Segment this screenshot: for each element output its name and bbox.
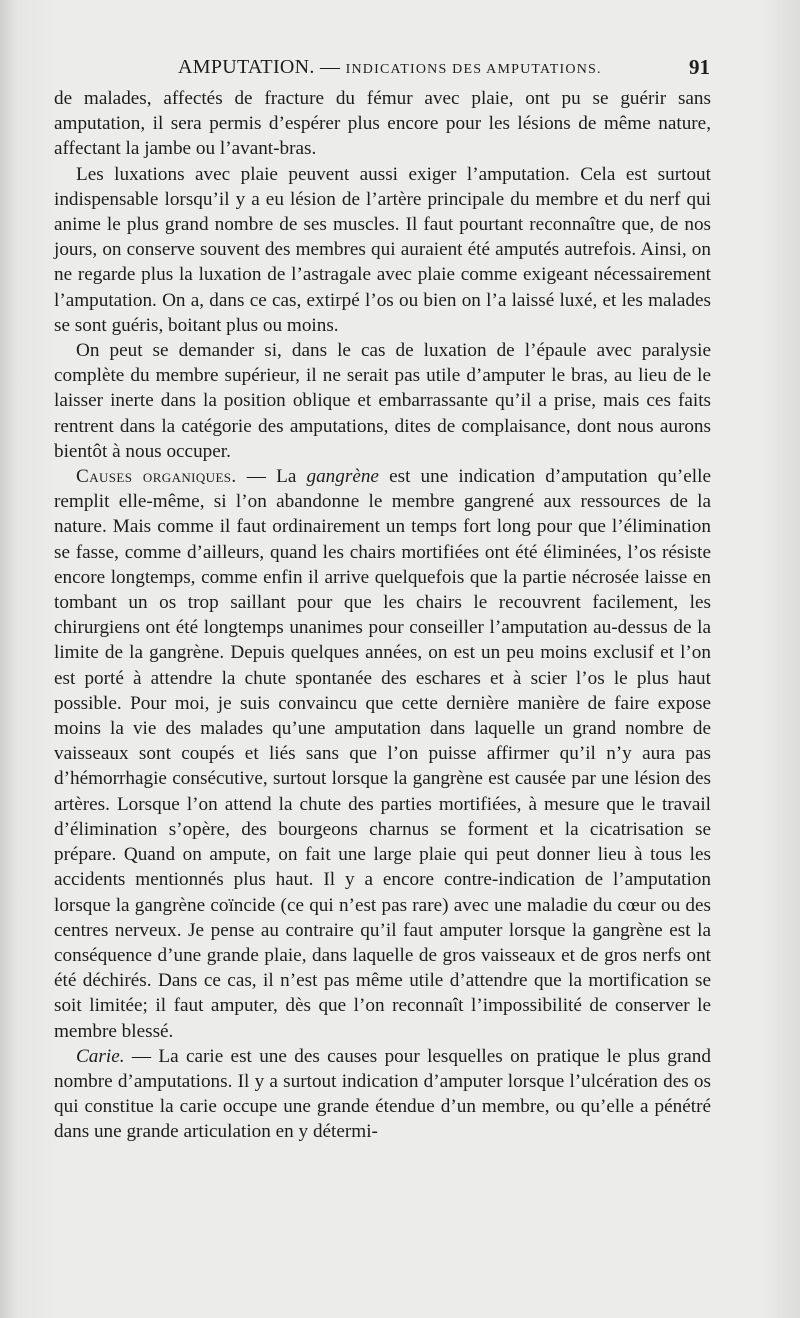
section-lead-causes-organiques: Causes organiques. [76, 466, 237, 488]
paragraph-continuation [54, 86, 711, 162]
body-text [54, 86, 711, 1145]
paragraph-paralysie [54, 338, 711, 464]
paragraph-text: On peut se demander si, dans le cas de luxation de l’épaule avec paralysie complète du membre supérieur, il ne serait pas utile d’amputer le bras, au lieu de le laisser inerte dans la position oblique et embarrassante qu’il a prise, mais ces faits rentrent dans la catégorie des amputations, dites de complaisance, dont nous aurons bientôt à nous occuper. [54, 340, 711, 462]
running-title-subtitle: INDICATIONS DES AMPUTATIONS. [345, 62, 602, 77]
running-title [178, 56, 602, 79]
paragraph-text: de malades, affectés de fracture du fémur avec plaie, ont pu se guérir sans amputation, il sera permis d’espérer plus encore pour les lésions de même nature, affectant la jambe ou l’avant-bras. [54, 88, 711, 160]
running-title-main: AMPUTATION. [178, 56, 315, 78]
page-number: 91 [689, 55, 710, 79]
paragraph-text: Les luxations avec plaie peuvent aussi exiger l’amputation. Cela est surtout indispensable lorsqu’il y a eu lésion de l’artère principale du membre et du nerf qui anime le plus grand nombre de ses muscles. Il faut pourtant reconnaître que, de nos jours, on conserve souvent des membres qui auraient été amputés autrefois. Ainsi, on ne regarde plus la luxation de l’astragale avec plaie comme exigeant nécessairement l’amputation. On a, dans ce cas, extirpé l’os ou bien on l’a laissé luxé, et les malades se sont guéris, boitant plus ou moins. [54, 163, 711, 336]
paragraph-mid: — La [236, 466, 307, 488]
paragraph-text: est une indication d’amputation qu’elle remplit elle-même, si l’on abandonne le membre gangrené aux ressources de la nature. Mais comme il faut ordinairement un temps fort long pour que l’élimination se fasse, comme d’ailleurs, quand les chairs mortifiées ont été éliminées, l’os résiste encore longtemps, comme enfin il arrive quelquefois que la partie nécrosée laisse en tombant un os trop saillant pour que les chairs le recouvrent facilement, les chirurgiens ont été longtemps unanimes pour conseiller l’amputation au-dessus de la limite de la gangrène. Depuis quelques années, on est un peu moins exclusif et l’on est porté à attendre la chute spontanée des eschares et à scier l’os le plus haut possible. Pour moi, je suis convaincu que cette dernière manière de faire expose moins la vie des malades qu’une amputation dans laquelle un grand nombre de vaisseaux sont coupés et liés sans que l’on puisse affirmer qu’il n’y aura pas d’hémorrhagie consécutive, surtout lorsque la gangrène est causée par une lésion des artères. Lorsque l’on attend la chute des parties mortifiées, à mesure que le travail d’élimination s’opère, des bourgeons charnus se forment et la cicatrisation se prépare. Quand on ampute, on fait une large plaie qui peut donner lieu à tous les accidents mentionnés plus haut. Il y a encore contre-indication de l’amputation lorsque la gangrène coïncide (ce qui n’est pas rare) avec une maladie du cœur ou des centres nerveux. Je pense au contraire qu’il faut amputer lorsque la gangrène est la conséquence d’une grande plaie, dans laquelle de gros vaisseaux et de gros nerfs ont été déchirés. Dans ce cas, il n’est pas même utile d’attendre que la mortification se soit limitée; il faut amputer, dès que l’on reconnaît l’impossibilité de conserver le membre blessé. [54, 466, 711, 1042]
term-gangrene: gangrène [306, 466, 379, 488]
running-title-separator: — [314, 56, 346, 78]
page-header [178, 56, 710, 82]
paragraph-carie [54, 1044, 711, 1145]
section-lead-carie: Carie. [76, 1045, 125, 1067]
paragraph-text: — La carie est une des causes pour lesquelles on pratique le plus grand nombre d’amputations. Il y a surtout indication d’amputer lorsque l’ulcération des os qui constitue la carie occupe une grande étendue d’un membre, ou qu’elle a pénétré dans une grande articulation en y détermi- [54, 1045, 711, 1143]
paragraph-luxations [54, 162, 711, 338]
paragraph-causes-organiques [54, 464, 711, 1044]
